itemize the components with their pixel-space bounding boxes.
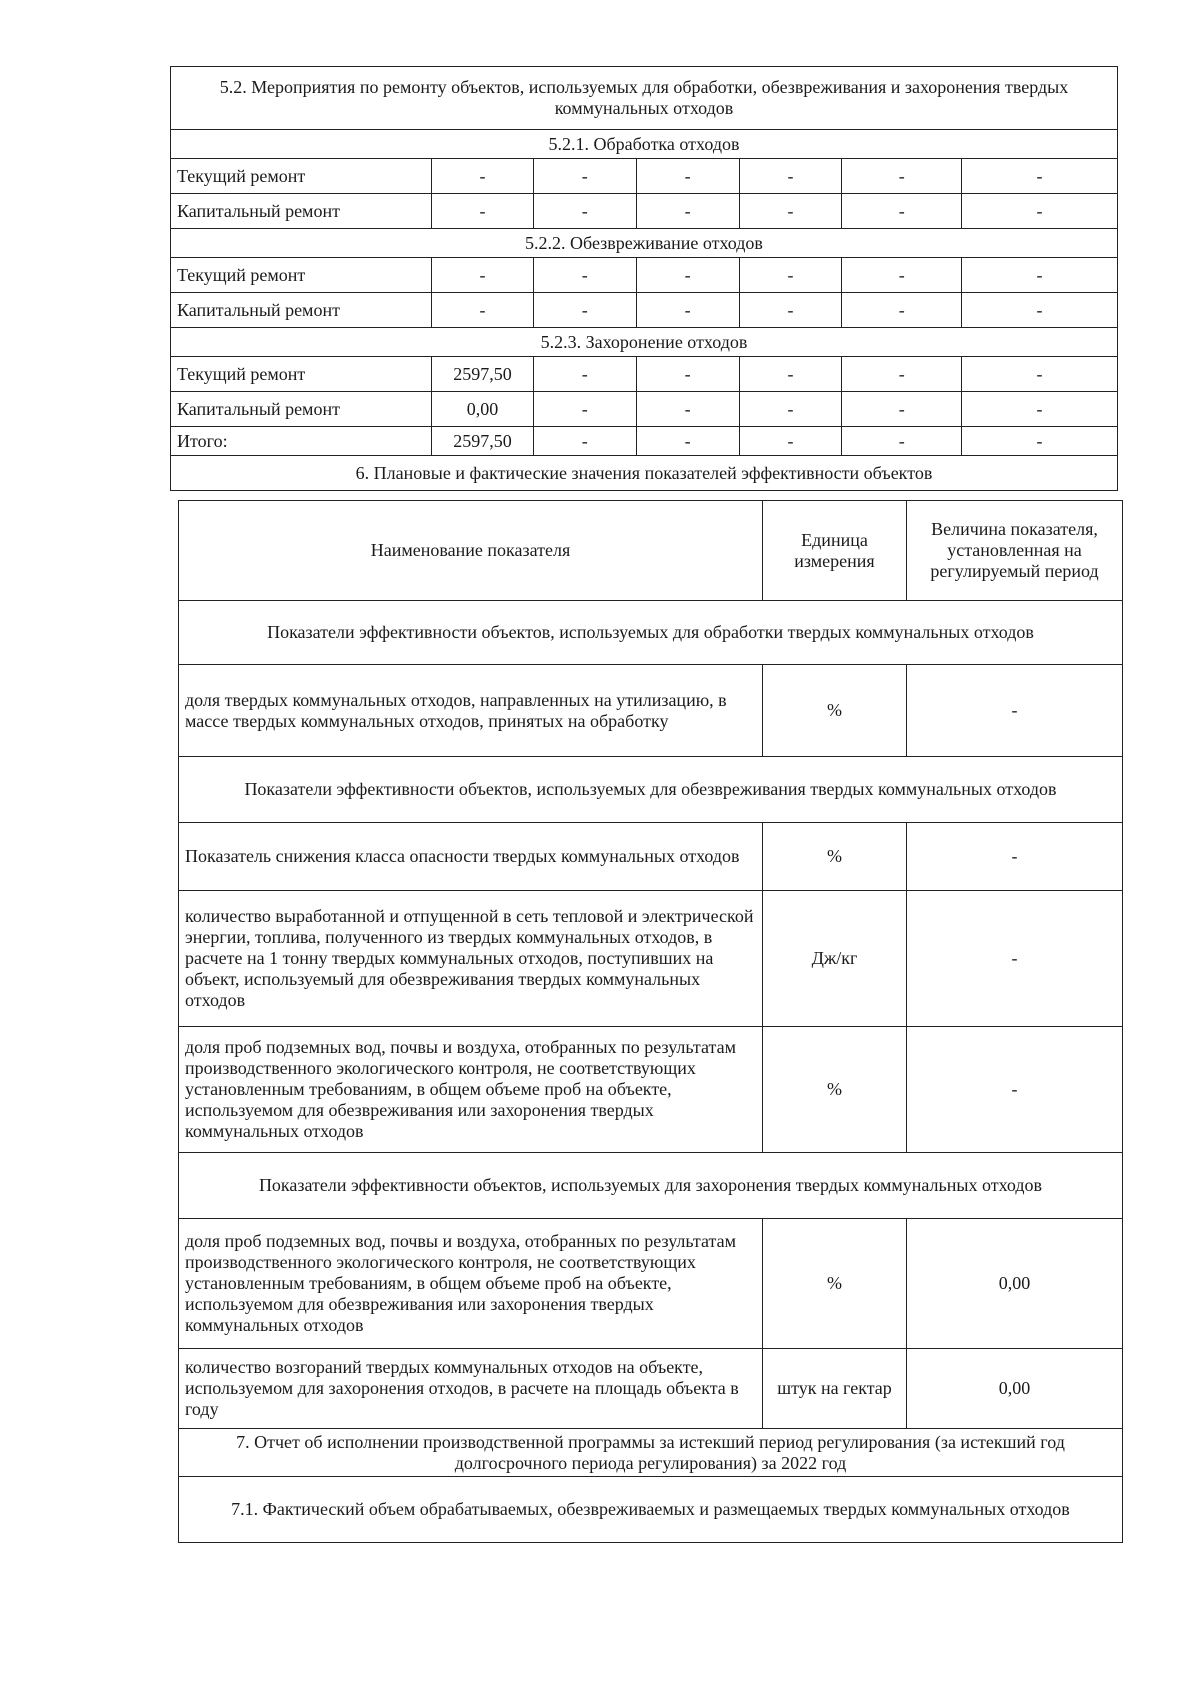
indicator-value: - [907,891,1123,1027]
header-indicator-name: Наименование показателя [179,501,763,601]
cell-value: - [636,258,739,293]
cell-value: - [961,258,1117,293]
row-label: Текущий ремонт [171,258,432,293]
table-row [171,258,1118,293]
indicator-unit: штук на гектар [763,1349,907,1429]
cell-value: 0,00 [432,392,534,427]
indicator-value: - [907,823,1123,891]
cell-value: 2597,50 [432,427,534,456]
table-row [179,891,1123,1027]
indicator-name: доля проб подземных вод, почвы и воздуха, отобранных по результатам производственного экологического контроля, не соответствующих установленным требованиям, в общем объеме проб на объекте, используемом для обезвреживания или захоронения твердых коммунальных отходов [179,1219,763,1349]
table-row [179,665,1123,757]
table-row [171,194,1118,229]
cell-value: - [533,293,636,328]
cell-value: - [533,427,636,456]
cell-value: - [842,293,961,328]
row-label: Капитальный ремонт [171,194,432,229]
cell-value: - [842,427,961,456]
cell-value: - [739,427,842,456]
group-title-burial: 5.2.3. Захоронение отходов [171,328,1118,357]
table-row [179,823,1123,891]
table-row [171,392,1118,427]
table-row [171,357,1118,392]
cell-value: - [739,392,842,427]
indicator-unit: Дж/кг [763,891,907,1027]
cell-value: - [432,293,534,328]
header-unit: Единица измерения [763,501,907,601]
table-row [171,293,1118,328]
header-value: Величина показателя, установленная на регулируемый период [907,501,1123,601]
indicators-table-container [178,500,1122,1543]
indicator-name: доля твердых коммунальных отходов, направленных на утилизацию, в массе твердых коммунальных отходов, принятых на обработку [179,665,763,757]
cell-value: - [739,258,842,293]
row-label: Капитальный ремонт [171,392,432,427]
indicator-name: доля проб подземных вод, почвы и воздуха, отобранных по результатам производственного экологического контроля, не соответствующих установленным требованиям, в общем объеме проб на объекте, используемом для обезвреживания или захоронения твердых коммунальных отходов [179,1027,763,1153]
indicator-name: количество выработанной и отпущенной в сеть тепловой и электрической энергии, топлива, полученного из твердых коммунальных отходов, в расчете на 1 тонну твердых коммунальных отходов, поступивших на объект, используемый для обезвреживания твердых коммунальных отходов [179,891,763,1027]
cell-value: - [636,357,739,392]
indicator-value: - [907,1027,1123,1153]
indicators-table [178,500,1123,1543]
indicator-group-neutralization: Показатели эффективности объектов, используемых для обезвреживания твердых коммунальных отходов [179,757,1123,823]
cell-value: - [533,357,636,392]
section-6-title: 6. Плановые и фактические значения показателей эффективности объектов [171,456,1118,491]
cell-value: - [636,159,739,194]
cell-value: - [739,194,842,229]
cell-value: - [739,159,842,194]
cell-value: - [961,427,1117,456]
cell-value: - [961,293,1117,328]
cell-value: - [961,194,1117,229]
cell-value: - [533,392,636,427]
cell-value: - [739,357,842,392]
repairs-table [170,66,1118,491]
section-7-title: 7. Отчет об исполнении производственной программы за истекший период регулирования (за истекший год долгосрочного периода регулирования) за 2022 год [179,1429,1123,1477]
table-row [171,159,1118,194]
indicator-value: - [907,665,1123,757]
indicator-unit: % [763,1219,907,1349]
group-title-neutralization: 5.2.2. Обезвреживание отходов [171,229,1118,258]
cell-value: - [739,293,842,328]
cell-value: - [636,293,739,328]
table-row [179,1027,1123,1153]
indicator-value: 0,00 [907,1219,1123,1349]
indicator-value: 0,00 [907,1349,1123,1429]
cell-value: - [842,258,961,293]
cell-value: - [961,357,1117,392]
section-7-1-title: 7.1. Фактический объем обрабатываемых, обезвреживаемых и размещаемых твердых коммунальных отходов [179,1477,1123,1543]
cell-value: - [533,194,636,229]
group-title-processing: 5.2.1. Обработка отходов [171,130,1118,159]
cell-value: - [432,258,534,293]
table-row [179,1349,1123,1429]
cell-value: - [961,392,1117,427]
indicator-name: Показатель снижения класса опасности твердых коммунальных отходов [179,823,763,891]
row-label: Капитальный ремонт [171,293,432,328]
cell-value: - [842,159,961,194]
cell-value: - [842,357,961,392]
row-label-total: Итого: [171,427,432,456]
repairs-table-container [170,66,1118,491]
cell-value: 2597,50 [432,357,534,392]
cell-value: - [636,194,739,229]
indicator-group-processing: Показатели эффективности объектов, используемых для обработки твердых коммунальных отходов [179,601,1123,665]
cell-value: - [432,194,534,229]
cell-value: - [842,392,961,427]
indicator-unit: % [763,823,907,891]
section-5-2-title: 5.2. Мероприятия по ремонту объектов, используемых для обработки, обезвреживания и захоронения твердых коммунальных отходов [171,67,1118,130]
row-label: Текущий ремонт [171,159,432,194]
cell-value: - [432,159,534,194]
cell-value: - [636,392,739,427]
row-label: Текущий ремонт [171,357,432,392]
indicator-unit: % [763,1027,907,1153]
cell-value: - [533,159,636,194]
table-row [179,1219,1123,1349]
cell-value: - [636,427,739,456]
indicator-group-burial: Показатели эффективности объектов, используемых для захоронения твердых коммунальных отходов [179,1153,1123,1219]
cell-value: - [533,258,636,293]
table-row-total [171,427,1118,456]
indicator-name: количество возгораний твердых коммунальных отходов на объекте, используемом для захоронения отходов, в расчете на площадь объекта в году [179,1349,763,1429]
cell-value: - [961,159,1117,194]
indicator-unit: % [763,665,907,757]
cell-value: - [842,194,961,229]
